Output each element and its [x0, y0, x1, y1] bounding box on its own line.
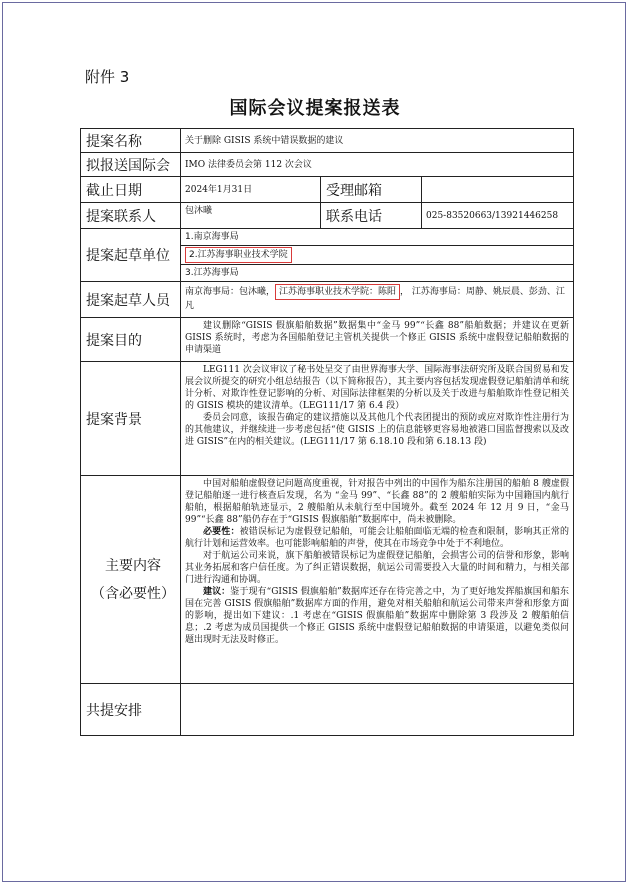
row-co-sponsor — [81, 684, 574, 736]
mail-value — [422, 177, 574, 203]
page-title: 国际会议提案报送表 — [229, 98, 401, 119]
row-content — [81, 476, 574, 684]
meeting-label: 拟报送国际会 — [81, 153, 181, 177]
unit-item: 1.南京海事局 — [181, 229, 573, 246]
content-label-line1: 主要内容 — [105, 557, 161, 574]
unit-item: 3.江苏海事局 — [185, 268, 239, 278]
co-sponsor-label: 共提安排 — [81, 684, 181, 736]
row-background — [81, 362, 574, 476]
contact-label: 提案联系人 — [81, 203, 181, 229]
row-drafters — [81, 282, 574, 318]
attachment-label: 附件 3 — [85, 68, 130, 86]
content-lead: 建议： — [203, 587, 231, 597]
row-units — [81, 229, 574, 282]
background-paragraph: LEG111 次会议审议了秘书处呈交了由世界海事大学、国际海事法研究所及联合国贸易和发展会议所提交的研究小组总结报告（以下简称报告），其主要内容包括发现虚假登记船舶清单和统计分析、对欺诈性登记影响的分析、对国际法律框架的分析以及关于改进与船舶欺诈性登记相关的 GISIS 模块的建议清单。（LEG111/17 第 6.4 段） — [185, 365, 570, 411]
row-proposal-name — [81, 129, 574, 153]
row-purpose — [81, 318, 574, 362]
content-paragraph — [185, 478, 569, 526]
phone-label: 联系电话 — [321, 203, 422, 229]
contact-value: 包沐曦 — [181, 203, 321, 229]
content-text: 对于航运公司来说，旗下船舶被错误标记为虚假登记船舶，会损害公司的信誉和形象，影响其业务拓展和客户信任度。为了纠正错误数据，航运公司需要投入大量的时间和精力，与相关部门进行沟通和协调。 — [185, 551, 570, 585]
drafters-value — [181, 282, 574, 318]
co-sponsor-value — [181, 684, 574, 736]
drafters-label: 提案起草人员 — [81, 282, 181, 318]
units-label: 提案起草单位 — [81, 229, 181, 282]
drafters-suffix: ， 江苏海事局：周静、姚辰晨、彭劲、江凡 — [185, 287, 565, 311]
highlighted-drafter: 江苏海事职业技术学院：陈阳 — [275, 284, 400, 300]
content-paragraph — [185, 550, 569, 586]
content-text: 中国对船舶虚假登记问题高度重视，针对报告中列出的中国作为船东注册国的船舶 8 艘虚假登记船舶逐一进行核查后发现，名为 “金马 99”、“长鑫 88”的 2 艘船舶实际为中国籍国内航行船舶，根据船舶轨迹显示，2 艘船舶从未航行至中国境外。截至 2024 年 12 月 9 日，“金马 99”“长鑫 88”船仍存在于“GISIS 假旗船舶”数据库中，尚未被删除。 — [185, 479, 570, 525]
content-text: 鉴于现有“GISIS 假旗船舶”数据库还存在待完善之中，为了更好地发挥船旗国和船东国在完善 GISIS 假旗船舶”数据库方面的作用，避免对相关船舶和航运公司带来声誉和形象方面的影响，提出如下建议：.1 考虑在“GISIS 假旗船舶”数据库中删除第 3 段涉及 2 艘船舶信息；.2 考虑为成员国提供一个修正 GISIS 系统中虚假登记船舶数据的申请渠道，以避免类似问题出现时无法及时修正。 — [185, 587, 570, 645]
proposal-form-table — [80, 128, 574, 736]
row-contact — [81, 203, 574, 229]
background-label: 提案背景 — [81, 362, 181, 476]
units-list — [181, 229, 574, 282]
background-value — [181, 362, 574, 476]
purpose-value — [181, 318, 574, 362]
content-value — [181, 476, 574, 684]
content-label-line2: （含必要性） — [91, 585, 175, 602]
content-text: 被错误标记为虚假登记船舶，可能会让船舶面临无端的检查和限制，影响其正常的航行计划和运营效率。也可能影响船舶的声誉，使其在市场竞争中处于不利地位。 — [185, 527, 569, 549]
phone-value: 025-83520663/13921446258 — [422, 203, 574, 229]
proposal-name-label: 提案名称 — [81, 129, 181, 153]
deadline-label: 截止日期 — [81, 177, 181, 203]
deadline-value: 2024年1月31日 — [181, 177, 321, 203]
content-lead: 必要性： — [203, 527, 240, 537]
proposal-name-value: 关于删除 GISIS 系统中错误数据的建议 — [181, 129, 574, 153]
mail-label: 受理邮箱 — [321, 177, 422, 203]
content-paragraph — [185, 586, 569, 646]
content-paragraph — [185, 526, 569, 550]
unit-item — [181, 246, 573, 265]
highlighted-unit: 2.江苏海事职业技术学院 — [185, 247, 292, 263]
purpose-label: 提案目的 — [81, 318, 181, 362]
purpose-text: 建议删除“GISIS 假旗船舶数据”数据集中“金马 99”“长鑫 88”船舶数据；并建议在更新 GISIS 系统时，考虑为各国船舶登记主管机关提供一个修正 GISIS 系统中虚假登记船舶数据的申请渠道 — [185, 321, 570, 355]
row-meeting — [81, 153, 574, 177]
content-label — [81, 476, 181, 684]
drafters-prefix: 南京海事局：包沐曦， — [185, 287, 276, 297]
row-deadline — [81, 177, 574, 203]
meeting-value: IMO 法律委员会第 112 次会议 — [181, 153, 574, 177]
background-paragraph: 委员会同意，该报告确定的建议措施以及其他几个代表团提出的预防或应对欺诈性注册行为的其他建议，并继续进一步考虑包括“使 GISIS 上的信息能够更容易地被港口国监督搜索以及改进 GISIS”在内的相关建议。(LEG111/17 第 6.18.10 段和第 6.18.13 段) — [185, 413, 570, 447]
